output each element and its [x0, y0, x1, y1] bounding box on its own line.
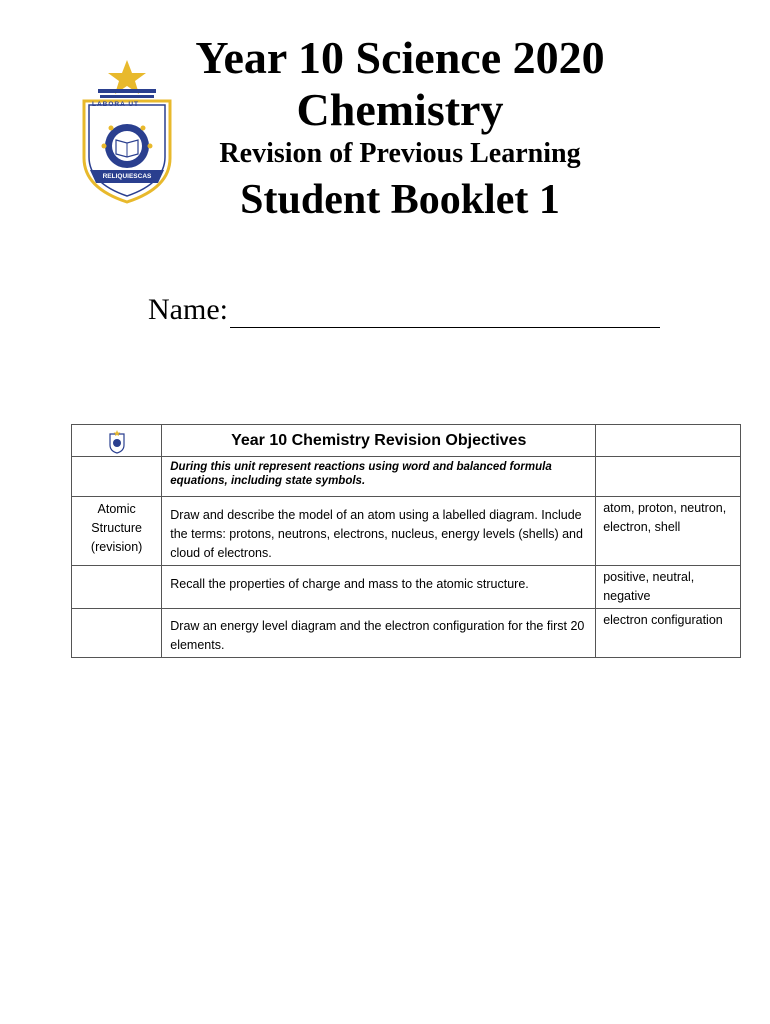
booklet-title: Student Booklet 1 [240, 177, 560, 223]
title-line-1: Year 10 Science 2020 [195, 32, 605, 83]
intro-empty-cell [72, 457, 162, 497]
table-logo-cell [72, 425, 162, 457]
header-empty-cell [596, 425, 741, 457]
objective-text: Draw and describe the model of an atom using a labelled diagram. Include the terms: protons, neutrons, electrons, nucleus, energy levels (shells) and cloud of electrons. [162, 497, 596, 566]
section-label [72, 609, 162, 658]
name-label: Name: [148, 293, 228, 326]
objective-text: Draw an energy level diagram and the electron configuration for the first 20 elements. [162, 609, 596, 658]
crest-motto-banner: RELIQUIESCAS [102, 173, 152, 180]
keywords: atom, proton, neutron, electron, shell [596, 497, 741, 566]
table-row [72, 609, 741, 658]
table-row [72, 566, 741, 609]
objectives-table [71, 424, 741, 658]
section-label [72, 566, 162, 609]
objective-text: Recall the properties of charge and mass to the atomic structure. [162, 566, 596, 609]
title-line-2: Chemistry [296, 84, 504, 135]
section-label: Atomic Structure (revision) [72, 497, 162, 566]
table-heading: Year 10 Chemistry Revision Objectives [162, 425, 596, 457]
crest-motto-top: LABORA UT [92, 101, 140, 108]
small-crest-icon [108, 430, 126, 454]
table-row [72, 497, 741, 566]
name-field [148, 292, 660, 328]
name-blank-line[interactable] [230, 297, 660, 328]
intro-empty-keyword-cell [596, 457, 741, 497]
subtitle: Revision of Previous Learning [219, 138, 581, 169]
keywords: positive, neutral, negative [596, 566, 741, 609]
intro-row [72, 457, 741, 497]
keywords: electron configuration [596, 609, 741, 658]
intro-text: During this unit represent reactions using word and balanced formula equations, including state symbols. [162, 457, 596, 497]
table-header-row [72, 425, 741, 457]
